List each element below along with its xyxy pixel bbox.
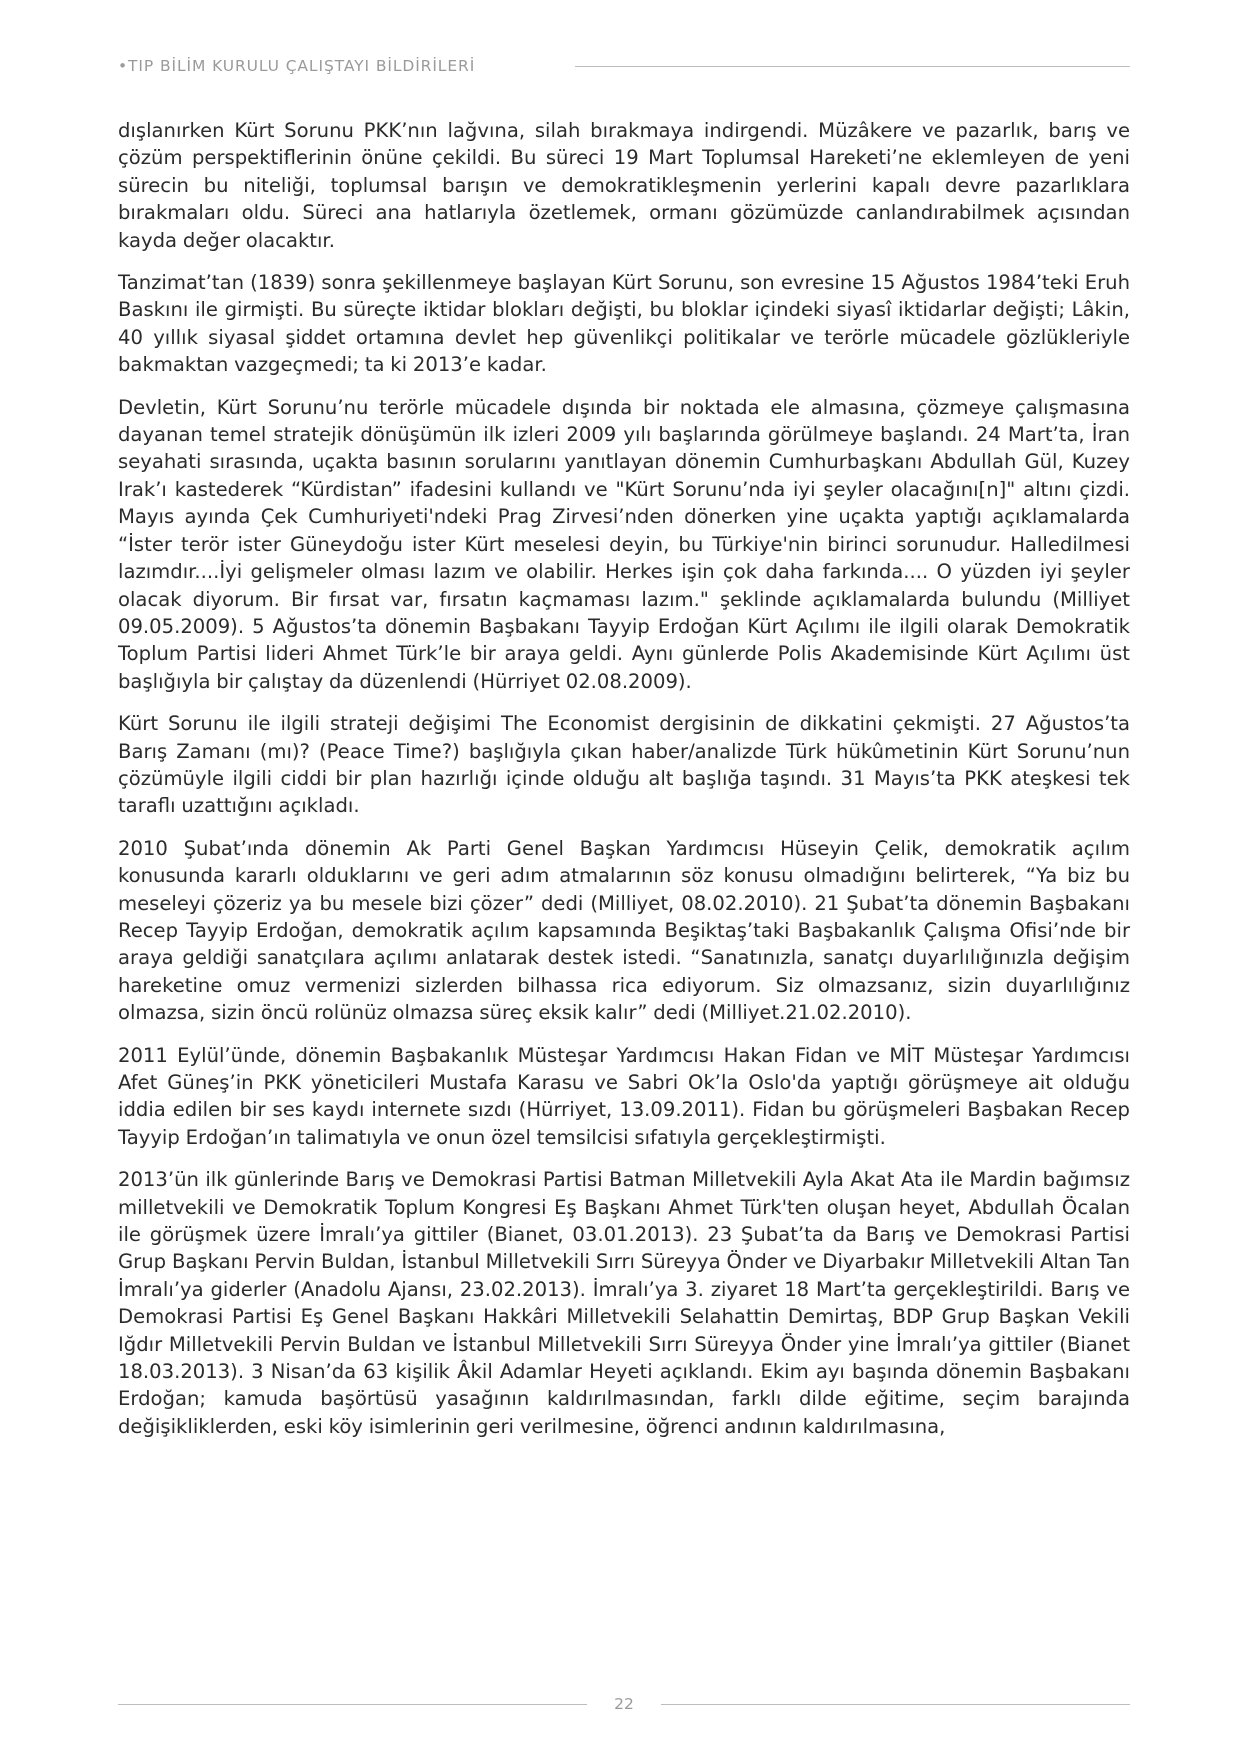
paragraph: Devletin, Kürt Sorunu’nu terörle mücadele dışında bir noktada ele almasına, çözmeye çalışmasına dayanan temel stratejik dönüşümün ilk izleri 2009 yılı başlarında görülmeye başlandı. 24 Mart’ta, İran seyahati sırasında, uçakta basının sorularını yanıtlayan dönemin Cumhurbaşkanı Abdullah Gül, Kuzey Irak’ı kastederek “Kürdistan” ifadesini kullandı ve "Kürt Sorunu’nda iyi şeyler olacağını[n]" altını çizdi. Mayıs ayında Çek Cumhuriyeti'ndeki Prag Zirvesi’nden dönerken yine uçakta yaptığı açıklamalarda “İster terör ister Güneydoğu ister Kürt meselesi deyin, bu Türkiye'nin birinci sorunudur. Halledilmesi lazımdır....İyi gelişmeler olması lazım ve olabilir. Herkes işin çok daha farkında.... O yüzden iyi şeyler olacak diyorum. Bir fırsat var, fırsatın kaçmaması lazım." şeklinde açıklamalarda bulundu (Milliyet 09.05.2009). 5 Ağustos’ta dönemin Başbakanı Tayyip Erdoğan Kürt Açılımı ile ilgili olarak Demokratik Toplum Partisi lideri Ahmet Türk’le bir araya geldi. Aynı günlerde Polis Akademisinde Kürt Açılımı üst başlığıyla bir çalıştay da düzenlendi (Hürriyet 02.08.2009). xyxy=(118,395,1130,693)
page-number: 22 xyxy=(614,1695,634,1713)
paragraph: 2011 Eylül’ünde, dönemin Başbakanlık Müsteşar Yardımcısı Hakan Fidan ve MİT Müsteşar Yardımcısı Afet Güneş’in PKK yöneticileri Mustafa Karasu ve Sabri Ok’la Oslo'da yaptığı görüşmeye ait olduğu iddia edilen bir ses kaydı internete sızdı (Hürriyet, 13.09.2011). Fidan bu görüşmeleri Başbakan Recep Tayyip Erdoğan’ın talimatıyla ve onun özel temsilcisi sıfatıyla gerçekleştirmişti. xyxy=(118,1043,1130,1149)
footer-divider-left xyxy=(118,1704,587,1705)
footer-divider-right xyxy=(661,1704,1130,1705)
paragraph: dışlanırken Kürt Sorunu PKK’nın lağvına, silah bırakmaya indirgendi. Müzâkere ve pazarlık, barış ve çözüm perspektiflerinin önüne çekildi. Bu süreci 19 Mart Toplumsal Hareketi’ne eklemleyen de yeni sürecin bu niteliği, toplumsal barışın ve demokratikleşmenin yerlerini kapalı devre pazarlıklara bırakmaları oldu. Süreci ana hatlarıyla özetlemek, ormanı gözümüzde canlandırabilmek açısından kayda değer olacaktır. xyxy=(118,119,1130,252)
page-footer xyxy=(118,1694,1130,1714)
paragraph: Tanzimat’tan (1839) sonra şekillenmeye başlayan Kürt Sorunu, son evresine 15 Ağustos 1984’teki Eruh Baskını ile girmişti. Bu süreçte iktidar blokları değişti, bu bloklar içindeki siyasî iktidarlar değişti; Lâkin, 40 yıllık siyasal şiddet ortamına devlet hep güvenlikçi politikalar ve terörle mücadele gözlükleriyle bakmaktan vazgeçmedi; ta ki 2013’e kadar. xyxy=(118,271,1130,377)
header-divider xyxy=(575,66,1130,67)
paragraph: 2013’ün ilk günlerinde Barış ve Demokrasi Partisi Batman Milletvekili Ayla Akat Ata ile Mardin bağımsız milletvekili ve Demokratik Toplum Kongresi Eş Başkanı Ahmet Türk'ten oluşan heyet, Abdullah Öcalan ile görüşmek üzere İmralı’ya gittiler (Bianet, 03.01.2013). 23 Şubat’ta da Barış ve Demokrasi Partisi Grup Başkanı Pervin Buldan, İstanbul Milletvekili Sırrı Süreyya Önder ve Diyarbakır Milletvekili Altan Tan İmralı’ya giderler (Anadolu Ajansı, 23.02.2013). İmralı’ya 3. ziyaret 18 Mart’ta gerçekleştirildi. Barış ve Demokrasi Partisi Eş Genel Başkanı Hakkâri Milletvekili Selahattin Demirtaş, BDP Grup Başkan Vekili Iğdır Milletvekili Pervin Buldan ve İstanbul Milletvekili Sırrı Süreyya Önder yine İmralı’ya gittiler (Bianet 18.03.2013). 3 Nisan’da 63 kişilik Âkil Adamlar Heyeti açıklandı. Ekim ayı başında dönemin Başbakanı Erdoğan; kamuda başörtüsü yasağının kaldırılmasından, farklı dilde eğitime, seçim barajında değişikliklerden, eski köy isimlerinin geri verilmesine, öğrenci andının kaldırılmasına, xyxy=(118,1168,1130,1438)
body-text xyxy=(118,117,1130,1455)
running-header xyxy=(118,56,1130,76)
paragraph: Kürt Sorunu ile ilgili strateji değişimi The Economist dergisinin de dikkatini çekmişti. 27 Ağustos’ta Barış Zamanı (mı)? (Peace Time?) başlığıyla çıkan haber/analizde Türk hükûmetinin Kürt Sorunu’nun çözümüyle ilgili ciddi bir plan hazırlığı içinde olduğu alt başlığa taşındı. 31 Mayıs’ta PKK ateşkesi tek taraflı uzattığını açıkladı. xyxy=(118,712,1130,818)
header-title: •TIP BİLİM KURULU ÇALIŞTAYI BİLDİRİLERİ xyxy=(118,57,476,75)
paragraph: 2010 Şubat’ında dönemin Ak Parti Genel Başkan Yardımcısı Hüseyin Çelik, demokratik açılım konusunda kararlı olduklarını ve geri adım atmalarının söz konusu olmadığını belirterek, “Ya biz bu meseleyi çözeriz ya bu mesele bizi çözer” dedi (Milliyet, 08.02.2010). 21 Şubat’ta dönemin Başbakanı Recep Tayyip Erdoğan, demokratik açılım kapsamında Beşiktaş’taki Başbakanlık Çalışma Ofisi’nde bir araya geldiği sanatçılara açılımı anlatarak destek istedi. “Sanatınızla, sanatçı duyarlılığınızla değişim hareketine omuz vermenizi sizlerden bilhassa rica ediyorum. Siz olmazsanız, sizin duyarlılığınız olmazsa, sizin öncü rolünüz olmazsa süreç eksik kalır” dedi (Milliyet.21.02.2010). xyxy=(118,836,1130,1025)
